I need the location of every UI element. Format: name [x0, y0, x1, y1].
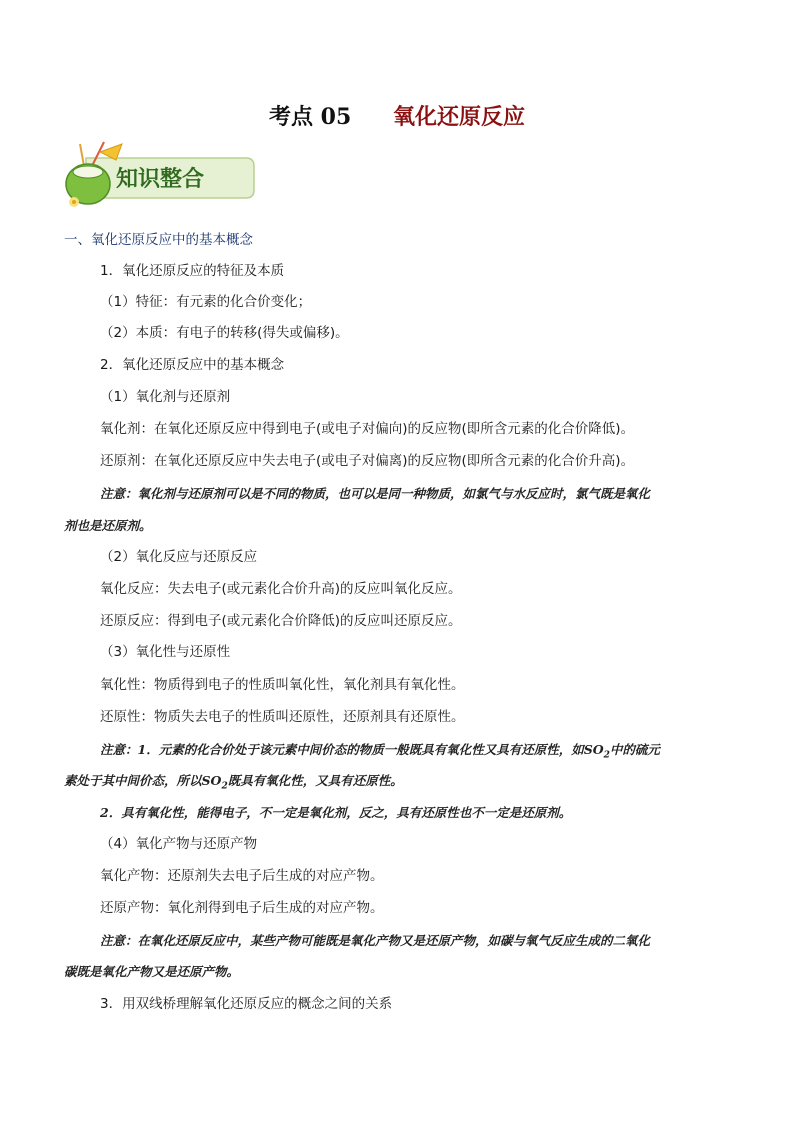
note-products-line1: 注意：在氧化还原反应中，某些产物可能既是氧化产物又是还原产物，如碳与氧气反应生成的二氧化 [100, 933, 651, 948]
formula-so2-sub: 2 [603, 750, 610, 761]
note-products-line2: 碳既是氧化产物又是还原产物。 [64, 964, 240, 979]
item2-heading: 2．氧化还原反应中的基本概念 [100, 357, 285, 373]
red-product-definition: 还原产物：氧化剂得到电子后生成的对应产物。 [100, 900, 384, 916]
sub4-heading: （4）氧化产物与还原产物 [100, 836, 258, 852]
sub3-heading: （3）氧化性与还原性 [100, 644, 231, 660]
item1-essence: （2）本质：有电子的转移(得失或偏移)。 [100, 325, 349, 341]
oxidant-definition: 氧化剂：在氧化还原反应中得到电子(或电子对偏向)的反应物(即所含元素的化合价降低)。 [100, 421, 635, 437]
ox-product-definition: 氧化产物：还原剂失去电子后生成的对应产物。 [100, 868, 384, 884]
note-valence-text-b: 中的硫元 [609, 742, 660, 757]
note-not-necessarily: 2．具有氧化性，能得电子，不一定是氧化剂，反之，具有还原性也不一定是还原剂。 [100, 805, 572, 820]
note-valence-text-c: 素处于其中间价态，所以 [64, 773, 202, 788]
title-number: 考点 05 [269, 104, 352, 130]
formula-so2-2 [201, 773, 228, 792]
formula-so2 [583, 742, 610, 761]
note-valence-line1 [100, 741, 660, 765]
note-valence-text-a: 注意：1．元素的化合价处于该元素中间价态的物质一般既具有氧化性又具有还原性，如 [100, 742, 584, 757]
note-oxidant-line1: 注意：氧化剂与还原剂可以是不同的物质，也可以是同一种物质，如氯气与水反应时，氯气既是氧化 [100, 486, 651, 501]
page-title [0, 100, 794, 131]
note-valence-line2 [64, 772, 403, 796]
badge-label: 知识整合 [116, 166, 205, 192]
item1-heading: 1．氧化还原反应的特征及本质 [100, 263, 285, 279]
knowledge-badge [64, 140, 256, 210]
formula-so2-base: SO [583, 742, 604, 757]
title-topic: 氧化还原反应 [392, 104, 525, 130]
item3-heading: 3．用双线桥理解氧化还原反应的概念之间的关系 [100, 996, 393, 1012]
sub1-heading: （1）氧化剂与还原剂 [100, 389, 231, 405]
sub2-heading: （2）氧化反应与还原反应 [100, 549, 258, 565]
note-oxidant-line2: 剂也是还原剂。 [64, 518, 152, 533]
note-valence-text-d: 既具有氧化性，又具有还原性。 [227, 773, 403, 788]
formula-so2-2-base: SO [201, 773, 222, 788]
formula-so2-2-sub: 2 [221, 781, 228, 792]
reduction-definition: 还原反应：得到电子(或元素化合价降低)的反应叫还原反应。 [100, 613, 462, 629]
oxidizing-definition: 氧化性：物质得到电子的性质叫氧化性，氧化剂具有氧化性。 [100, 677, 465, 693]
section-heading-1: 一、氧化还原反应中的基本概念 [64, 232, 253, 248]
reductant-definition: 还原剂：在氧化还原反应中失去电子(或电子对偏离)的反应物(即所含元素的化合价升高)。 [100, 453, 635, 469]
oxidation-definition: 氧化反应：失去电子(或元素化合价升高)的反应叫氧化反应。 [100, 581, 462, 597]
reducing-definition: 还原性：物质失去电子的性质叫还原性，还原剂具有还原性。 [100, 709, 465, 725]
item1-feature: （1）特征：有元素的化合价变化； [100, 294, 312, 310]
